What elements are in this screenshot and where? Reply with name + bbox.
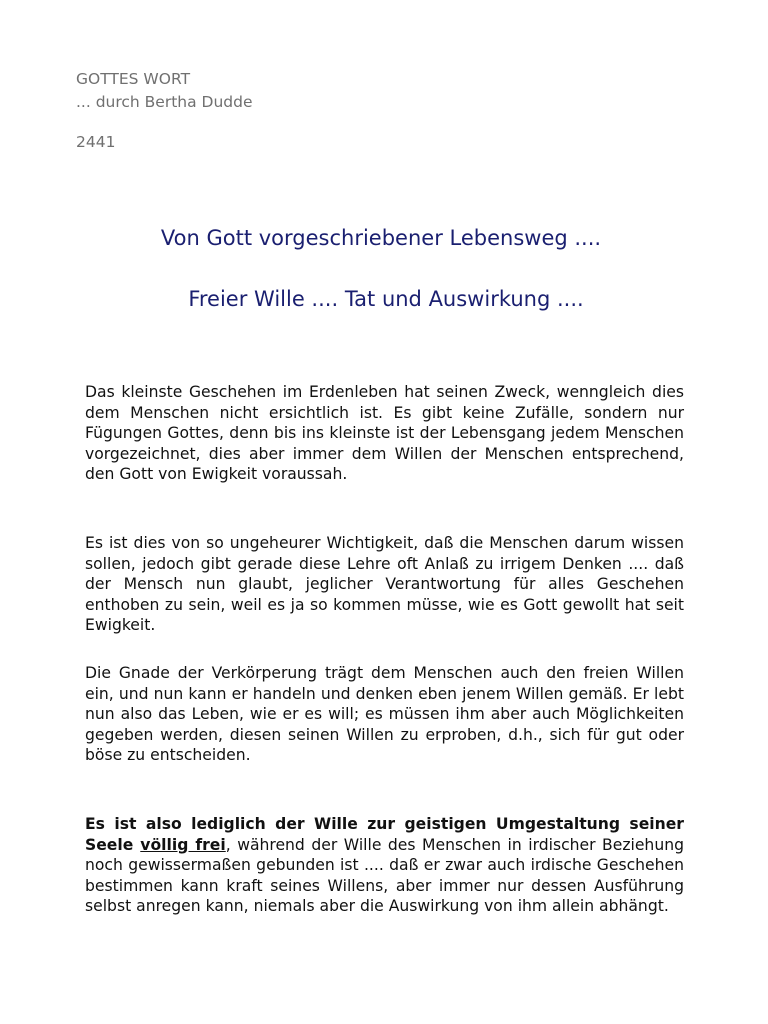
paragraph-4-bold-text: Es ist also lediglich der Wille zur geistigen Umgestaltung seiner Seele <box>85 815 684 854</box>
paragraph-2: Es ist dies von so ungeheurer Wichtigkeit, daß die Menschen darum wissen sollen, jedoch gibt gerade diese Lehre oft Anlaß zu irrigem Denken .... daß der Mensch nun glaubt, jeglicher Verantwortung für alles Geschehen enthoben zu sein, weil es ja so kommen müsse, wie es Gott gewollt hat seit Ewigkeit. <box>85 534 684 635</box>
paragraph-4-text: , während der Wille des Menschen in irdischer Beziehung noch gewissermaßen gebunden ist .... daß er zwar auch irdische Geschehen bestimmen kann kraft seines Willens, aber immer nur dessen Ausführung selbst anregen kann, niemals aber die Auswirkung von ihm allein abhängt. <box>85 835 684 916</box>
page-title: Von Gott vorgeschriebener Lebensweg .... <box>160 226 602 250</box>
paragraph-4-emphasis: völlig frei <box>140 835 226 854</box>
document-number: 2441 <box>76 133 116 151</box>
page-subtitle: Freier Wille .... Tat und Auswirkung .... <box>188 287 584 311</box>
paragraph-3: Die Gnade der Verkörperung trägt dem Menschen auch den freien Willen ein, und nun kann er handeln und denken eben jenem Willen gemäß. Er lebt nun also das Leben, wie er es will; es müssen ihm aber auch Möglichkeiten gegeben werden, diesen seinen Willen zu erproben, d.h., sich für gut oder böse zu entscheiden. <box>85 664 684 765</box>
paragraph-1: Das kleinste Geschehen im Erdenleben hat seinen Zweck, wenngleich dies dem Menschen nicht ersichtlich ist. Es gibt keine Zufälle, sondern nur Fügungen Gottes, denn bis ins kleinste ist der Lebensgang jedem Menschen vorgezeichnet, dies aber immer dem Willen der Menschen entsprechend, den Gott von Ewigkeit voraussah. <box>85 383 684 484</box>
document-author: ... durch Bertha Dudde <box>76 93 253 111</box>
document-source-title: GOTTES WORT <box>76 70 191 88</box>
paragraph-4 <box>85 814 684 917</box>
